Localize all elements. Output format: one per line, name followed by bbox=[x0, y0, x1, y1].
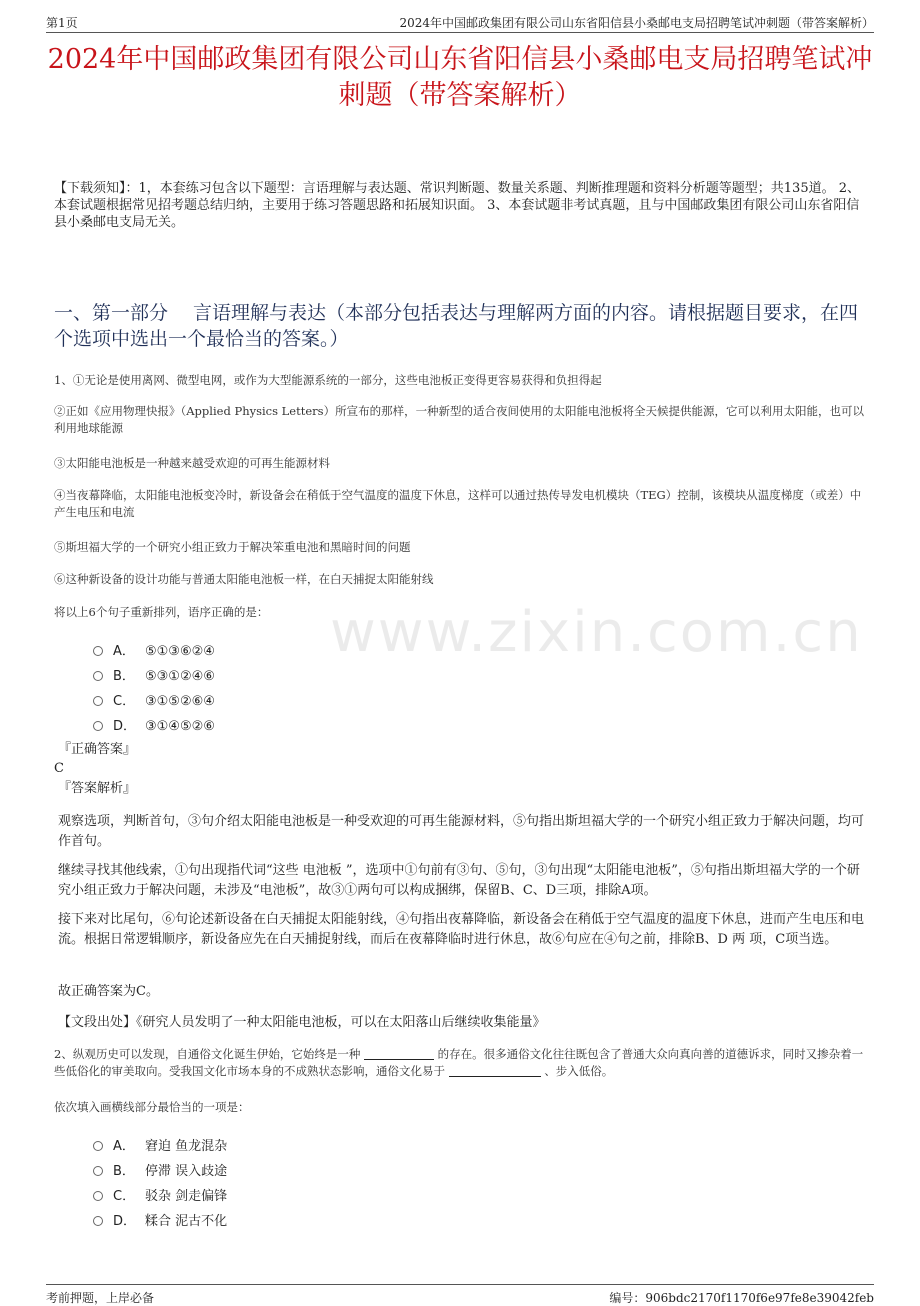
fill-blank-2[interactable] bbox=[449, 1076, 541, 1077]
source-note: 【文段出处】《研究人员发明了一种太阳能电池板，可以在太阳落山后继续收集能量》 bbox=[58, 1015, 546, 1030]
q1-option-d[interactable]: D． ③①④⑤②⑥ bbox=[93, 715, 215, 734]
footer-slogan: 考前押题，上岸必备 bbox=[46, 1291, 155, 1305]
watermark: www.zixin.com.cn bbox=[330, 600, 863, 665]
radio-icon[interactable] bbox=[93, 1216, 103, 1226]
radio-icon[interactable] bbox=[93, 1141, 103, 1151]
fill-blank-1[interactable] bbox=[364, 1059, 434, 1060]
radio-icon[interactable] bbox=[93, 721, 103, 731]
q1-sentence-2: ②正如《应用物理快报》（Applied Physics Letters）所宣布的那样，一种新型的适合夜间使用的太阳能电池板将全天候提供能源，它可以利用太阳能，也可以利用地球能源 bbox=[54, 404, 865, 435]
download-notice: 【下载须知】：1，本套练习包含以下题型：言语理解与表达题、常识判断题、数量关系题、判断推理题和资料分析题等题型；共135道。 2、本套试题根据常见招考题总结归纳，主要用于练习答题思路和拓展知识面。 3、本套试题非考试真题，且与中国邮政集团有限公司山东省阳信县小桑邮电支局无关。 bbox=[54, 181, 860, 230]
analysis-paragraph-1: 观察选项，判断首句，③句介绍太阳能电池板是一种受欢迎的可再生能源材料，⑤句指出斯坦福大学的一个研究小组正致力于解决问题，均可作首句。 bbox=[58, 814, 865, 849]
q1-option-b[interactable]: B． ⑤③①②④⑥ bbox=[93, 665, 215, 684]
q1-option-a[interactable]: A． ⑤①③⑥②④ bbox=[93, 640, 215, 659]
q1-option-c[interactable]: C． ③①⑤②⑥④ bbox=[93, 690, 215, 709]
header-doc-title: 2024年中国邮政集团有限公司山东省阳信县小桑邮电支局招聘笔试冲刺题（带答案解析） bbox=[399, 16, 874, 30]
page-number: 第1页 bbox=[46, 16, 78, 30]
q1-sentence-3: ③太阳能电池板是一种越来越受欢迎的可再生能源材料 bbox=[54, 456, 330, 470]
page-header bbox=[46, 10, 874, 33]
answer-value: C bbox=[54, 761, 64, 776]
q2-prompt: 依次填入画横线部分最恰当的一项是： bbox=[54, 1100, 250, 1114]
radio-icon[interactable] bbox=[93, 696, 103, 706]
q1-sentence-4: ④当夜幕降临，太阳能电池板变冷时，新设备会在稍低于空气温度的温度下休息，这样可以通过热传导发电机模块（TEG）控制，该模块从温度梯度（或差）中产生电压和电流 bbox=[54, 488, 862, 519]
document-title: 2024年中国邮政集团有限公司山东省阳信县小桑邮电支局招聘笔试冲刺题（带答案解析） bbox=[47, 44, 873, 111]
radio-icon[interactable] bbox=[93, 1166, 103, 1176]
q1-prompt: 将以上6个句子重新排列，语序正确的是： bbox=[54, 605, 269, 619]
q1-sentence-6: ⑥这种新设备的设计功能与普通太阳能电池板一样，在白天捕捉太阳能射线 bbox=[54, 572, 434, 586]
q1-sentence-5: ⑤斯坦福大学的一个研究小组正致力于解决笨重电池和黑暗时间的问题 bbox=[54, 540, 411, 554]
answer-label: 『正确答案』 bbox=[58, 742, 137, 757]
section-title: 一、第一部分 言语理解与表达（本部分包括表达与理解两方面的内容。请根据题目要求，在四个选项中选出一个最恰当的答案。） bbox=[54, 302, 859, 350]
radio-icon[interactable] bbox=[93, 646, 103, 656]
page-footer bbox=[46, 1284, 874, 1305]
analysis-label: 『答案解析』 bbox=[58, 781, 137, 796]
radio-icon[interactable] bbox=[93, 1191, 103, 1201]
radio-icon[interactable] bbox=[93, 671, 103, 681]
q2-option-c[interactable]: C． 驳杂 剑走偏锋 bbox=[93, 1185, 227, 1204]
analysis-paragraph-2: 继续寻找其他线索，①句出现指代词“这些 电池板 ”，选项中①句前有③句、⑤句，③句出现“太阳能电池板”，⑤句指出斯坦福大学的一个研究小组正致力于解决问题，未涉及“电池板”，故③①两句可以构成捆绑，保留B、C、D三项，排除A项。 bbox=[58, 863, 860, 898]
q2-option-a[interactable]: A． 窘迫 鱼龙混杂 bbox=[93, 1135, 227, 1154]
q2-option-b[interactable]: B． 停滞 误入歧途 bbox=[93, 1160, 227, 1179]
analysis-paragraph-3: 接下来对比尾句，⑥句论述新设备在白天捕捉太阳能射线，④句指出夜幕降临，新设备会在稍低于空气温度的温度下休息，进而产生电压和电流。根据日常逻辑顺序，新设备应先在白天捕捉射线，而后在夜幕降临时进行休息，故⑥句应在④句之前，排除B、D 两 项，C项当选。 bbox=[58, 912, 865, 947]
q2-stem: 2、纵观历史可以发现，自通俗文化诞生伊始，它始终是一种 的存在。很多通俗文化往往既包含了普通大众向真向善的道德诉求，同时又掺杂着一些低俗化的审美取向。受我国文化市场本身的不成熟状态影响，通俗文化易于 、步入低俗。 bbox=[54, 1047, 864, 1078]
footer-serial: 编号：906bdc2170f1170f6e97fe8e39042feb bbox=[609, 1291, 874, 1305]
q1-sentence-1: 1、①无论是使用离网、微型电网，或作为大型能源系统的一部分，这些电池板正变得更容易获得和负担得起 bbox=[54, 373, 602, 387]
analysis-conclusion: 故正确答案为C。 bbox=[58, 984, 159, 999]
q2-option-d[interactable]: D． 糅合 泥古不化 bbox=[93, 1210, 227, 1229]
